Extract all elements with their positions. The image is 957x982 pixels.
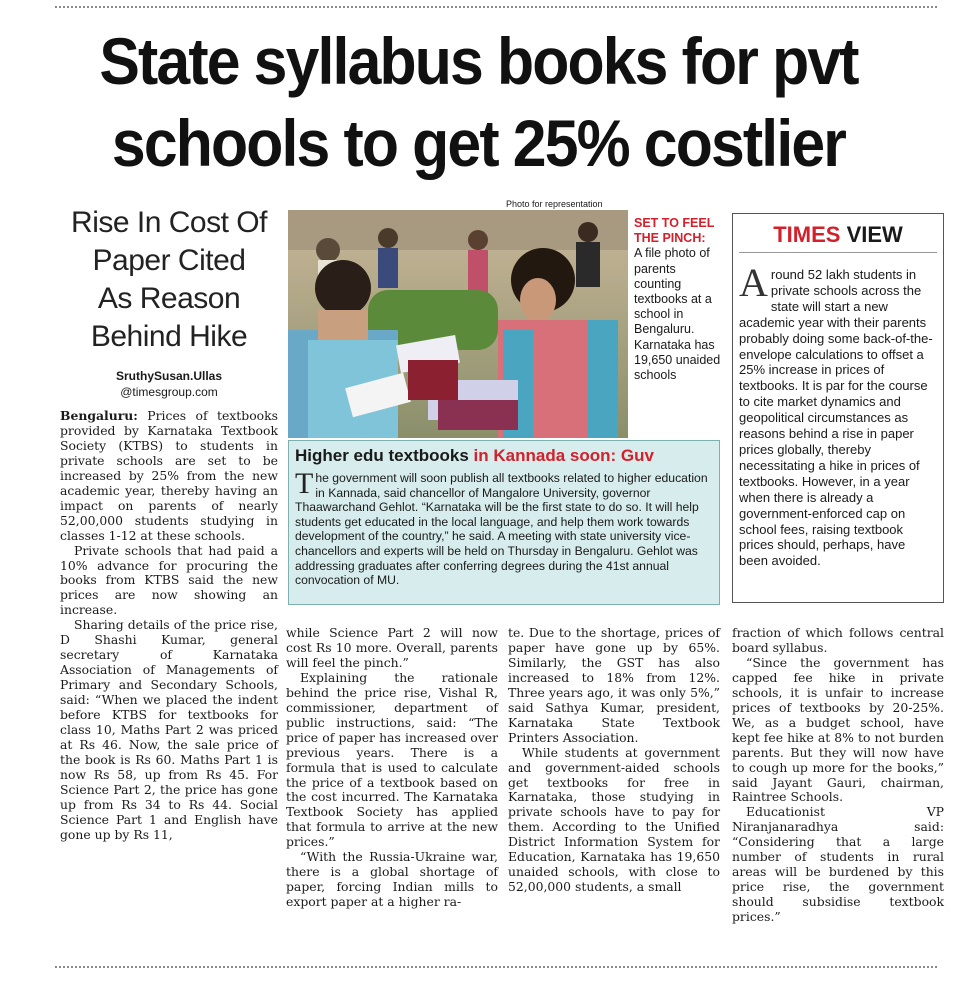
times-view-title-red: TIMES	[773, 222, 841, 247]
photo-illustration	[288, 210, 628, 438]
article-paragraph: fraction of which follows central board syllabus.	[732, 625, 944, 655]
article-column-4	[732, 626, 944, 925]
headline-line-1: State syllabus books for pvt	[99, 24, 858, 98]
top-dotted-rule	[55, 6, 937, 8]
times-view-title	[739, 222, 937, 253]
article-paragraph: te. Due to the shortage, prices of paper have gone up by 65%. Similarly, the GST has also increased to 18% from 12%. Three years ago, it was only 5%,” said Sathya Kumar, president, Karnataka State Textbook Printers Association.	[508, 625, 720, 745]
article-paragraph: while Science Part 2 will now cost Rs 10 more. Overall, parents will feel the pinch.”	[286, 625, 498, 670]
subheadline-line: Paper Cited	[92, 244, 246, 277]
times-view-body: Around 52 lakh students in private schools across the state will start a new academic year with their parents probably doing some back-of-the-envelope calculations to offset a 25% increase in prices of textbooks. It is par for the course to cite market dynamics and geopolitical circumstances as reasons behind a rise in paper prices globally, thereby necessitating a hike in prices of textbooks. However, in a year when there is already a government-enforced cap on school fees, raising textbook prices should, perhaps, have been avoided.	[739, 260, 933, 569]
photo-credit: Photo for representation	[506, 199, 603, 209]
bottom-dotted-rule	[55, 966, 937, 968]
dateline: Bengaluru:	[60, 408, 138, 423]
byline-handle: @timesgroup.com	[120, 385, 218, 399]
news-photo	[288, 210, 628, 438]
times-view-title-black: VIEW	[846, 222, 903, 247]
subheadline-line: As Reason	[97, 282, 241, 315]
subheadline	[60, 204, 278, 356]
headline-line-2: schools to get 25% costlier	[111, 106, 846, 180]
kannada-box-title-red: in Kannada soon: Guv	[473, 446, 654, 465]
photo-caption-text: A file photo of parents counting textbooks at a school in Bengaluru. Karnataka has 19,650 unaided schools	[634, 246, 721, 383]
subheadline-line: Rise In Cost Of	[71, 206, 267, 239]
article-paragraph: Private schools that had paid a 10% advance for procuring the books from KTBS said the new prices are now showing an increase.	[60, 542, 278, 618]
byline	[60, 368, 278, 400]
kannada-box-title	[295, 445, 713, 467]
article-paragraph: Sharing details of the price rise, D Shashi Kumar, general secretary of Karnataka Association of Managements of Primary and Secondary Schools, said: “When we placed the indent before KTBS for textbooks for class 10, Maths Part 2 was priced at Rs 46. Now, the sale price of the book is Rs 60. Maths Part 1 is now Rs 58, up from Rs 45. For Science Part 2, the price has gone up from Rs 34 to Rs 44. Social Science Part 1 and English have gone up by Rs 11,	[60, 617, 278, 842]
times-view-box	[732, 213, 944, 603]
photo-caption	[634, 216, 724, 383]
article-paragraph: Explaining the rationale behind the price rise, Vishal R, commissioner, department of public instructions, said: “The price of paper has increased over previous years. There is a formula that is used to calculate the price of a textbook based on the cost incurred. The Karnataka Textbook Society has applied that formula to arrive at the new prices.”	[286, 669, 498, 850]
subheadline-line: Behind Hike	[90, 320, 248, 353]
article-column-3	[508, 626, 720, 895]
article-paragraph: Educationist VP Niranjanaradhya said: “Considering that a large number of students in rural areas will be burdened by this price rise, the government should subsidise textbook prices.”	[732, 804, 944, 925]
drop-cap: T	[295, 467, 314, 500]
byline-name: SruthySusan.Ullas	[115, 369, 223, 383]
kannada-box-title-black: Higher edu textbooks	[295, 446, 469, 465]
article-column-2	[286, 626, 498, 910]
photo-caption-title: SET TO FEEL THE PINCH:	[634, 216, 715, 246]
article-column-1	[60, 409, 278, 843]
article-paragraph: Bengaluru: Prices of textbooks provided by Karnataka Textbook Society (KTBS) to students in private schools are set to be increased by 25% from the new academic year, thereby having an impact on parents of nearly 52,00,000 students studying in classes 1-12 at these schools.	[60, 408, 278, 543]
kannada-box-body: The government will soon publish all textbooks related to higher education in Kannada, said chancellor of Mangalore University, governor Thaawarchand Gehlot. “Karnataka will be the first state to do so. It will help students get educated in the local language, and help them work towards development of the country,” he said. A meeting with state university vice-chancellors and experts will be held on Thursday in Bengaluru. Gehlot was addressing graduates after conferring degrees during the 41st annual convocation of MU.	[295, 467, 708, 588]
kannada-textbooks-box	[288, 440, 720, 605]
article-paragraph: “With the Russia-Ukraine war, there is a global shortage of paper, forcing Indian mills to export paper at a higher ra-	[286, 849, 498, 910]
drop-cap: A	[739, 260, 768, 305]
headline	[38, 20, 918, 184]
article-paragraph: While students at government and government-aided schools get textbooks for free in Karnataka, those studying in private schools have to pay for them. According to the Unified District Information System for Education, Karnataka has 19,650 unaided schools, with close to 52,00,000 students, a small	[508, 744, 720, 895]
article-paragraph: “Since the government has capped fee hike in private schools, it is unfair to increase prices of textbooks by 20-25%. We, as a budget school, have kept fee hike at 8% to not burden parents. But they will now have to cough up more for the books,” said Jayant Gauri, chairman, Raintree Schools.	[732, 654, 944, 805]
